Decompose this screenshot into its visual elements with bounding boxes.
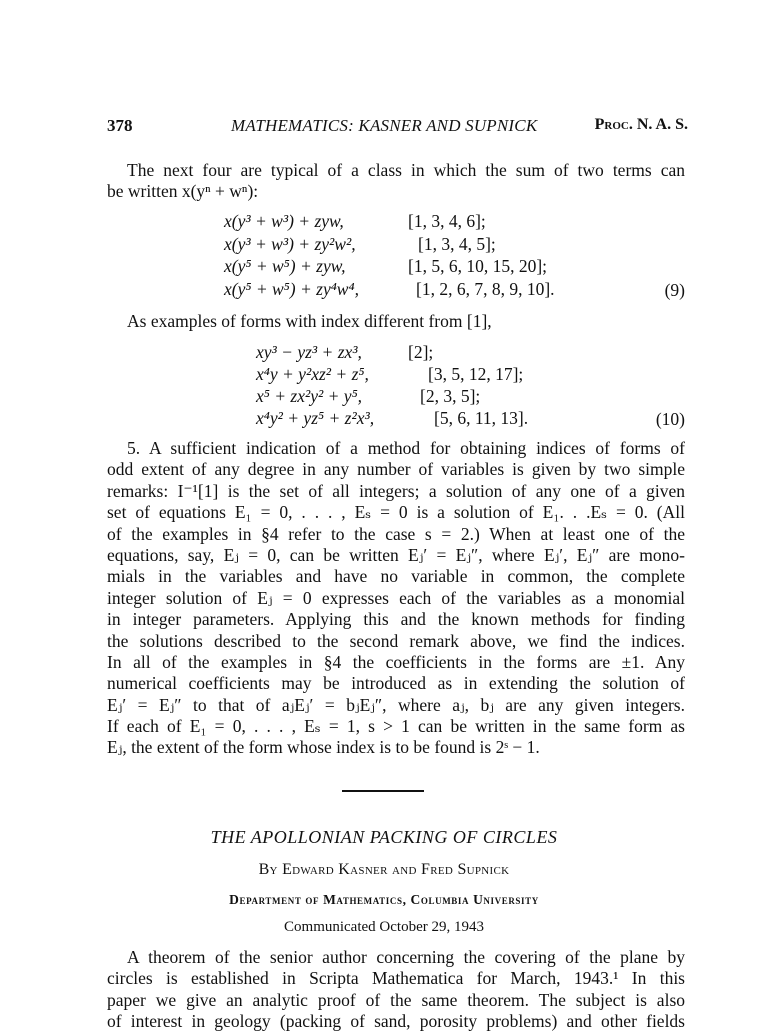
text-line: mials in the variables and have no variable in common, the complete: [107, 566, 685, 587]
article-body-paragraph: [107, 947, 685, 1033]
equation-index: [1, 5, 6, 10, 15, 20];: [408, 256, 548, 276]
equation-index: [2];: [408, 342, 434, 362]
text-line: equations, say, Eⱼ = 0, can be written Eⱼ′ = Eⱼ″, where Eⱼ′, Eⱼ″ are mono-: [107, 544, 685, 565]
text-line: of interest in geology (packing of sand, porosity problems) and other fields: [107, 1011, 685, 1032]
page-number: 378: [107, 116, 133, 135]
text-line: set of equations E₁ = 0, . . . , Eₛ = 0 is a solution of E₁. . .Eₛ = 0. (All: [107, 502, 685, 523]
equation-formula: x(y⁵ + w⁵) + zy⁴w⁴,: [224, 279, 359, 299]
article-title: THE APOLLONIAN PACKING OF CIRCLES: [210, 827, 558, 847]
equation-number: (9): [664, 280, 685, 300]
text-line: If each of E₁ = 0, . . . , Eₛ = 1, s > 1 can be written in the same form as: [107, 716, 685, 737]
equation-formula: x⁵ + zx²y² + y⁵,: [256, 386, 363, 406]
equation-index: [1, 3, 4, 5];: [418, 234, 496, 254]
equation-formula: x⁴y² + yz⁵ + z²x³,: [256, 408, 375, 428]
text-line: of the examples in §4 refer to the case s = 2.) When at least one of the: [107, 523, 685, 544]
text-line: the solutions described to the second remark above, we find the indices.: [107, 630, 685, 651]
intro-paragraph: [107, 160, 685, 203]
article-department: Department of Mathematics, Columbia University: [229, 892, 539, 907]
text-line: paper we give an analytic proof of the same theorem. The subject is also: [107, 989, 685, 1010]
equation-formula: x(y⁵ + w⁵) + zyw,: [224, 256, 346, 276]
text-line: in integer parameters. Applying this and the known methods for finding: [107, 609, 685, 630]
section-divider: [342, 790, 424, 792]
equation-formula: x(y³ + w³) + zyw,: [224, 211, 344, 231]
text-line: Eⱼ, the extent of the form whose index is to be found is 2ˢ − 1.: [107, 737, 540, 758]
text-line: circles is established in Scripta Mathematica for March, 1943.¹ In this: [107, 968, 685, 989]
examples-intro: [107, 311, 685, 332]
equation-index: [2, 3, 5];: [420, 386, 481, 406]
communicated-date: Communicated October 29, 1943: [284, 919, 484, 935]
running-title: MATHEMATICS: KASNER AND SUPNICK: [231, 116, 538, 135]
text-line: 5. A sufficient indication of a method for obtaining indices of forms of: [127, 438, 685, 458]
equation-formula: xy³ − yz³ + zx³,: [256, 342, 362, 362]
equation-number: (10): [655, 409, 685, 429]
equation-index: [3, 5, 12, 17];: [428, 364, 524, 384]
equation-formula: x⁴y + y²xz² + z⁵,: [256, 364, 369, 384]
article-authors: By Edward Kasner and Fred Supnick: [258, 861, 510, 878]
journal-abbrev: Proc. N. A. S.: [594, 116, 688, 133]
text-line: The next four are typical of a class in which the sum of two terms can: [127, 160, 685, 180]
equation-index: [1, 3, 4, 6];: [408, 211, 486, 231]
text-line: remarks: I⁻¹[1] is the set of all integers; a solution of any one of a given: [107, 480, 685, 501]
equation-formula: x(y³ + w³) + zy²w²,: [224, 234, 356, 254]
equation-index: [5, 6, 11, 13].: [434, 408, 529, 428]
text-line: As examples of forms with index different from [1],: [127, 311, 492, 331]
text-line: A theorem of the senior author concerning the covering of the plane by: [127, 947, 685, 967]
text-line: Eⱼ′ = Eⱼ″ to that of aⱼEⱼ′ = bⱼEⱼ″, where aⱼ, bⱼ are any given integers.: [107, 694, 685, 715]
section-5-paragraph: [107, 438, 685, 759]
text-line: be written x(yⁿ + wⁿ):: [107, 181, 259, 202]
text-line: In all of the examples in §4 the coefficients in the forms are ±1. Any: [107, 651, 685, 672]
text-line: numerical coefficients may be introduced as in extending the solution of: [107, 673, 685, 694]
text-line: odd extent of any degree in any number of variables is given by two simple: [107, 459, 685, 480]
text-line: integer solution of Eⱼ = 0 expresses each of the variables as a monomial: [107, 587, 685, 608]
equation-index: [1, 2, 6, 7, 8, 9, 10].: [416, 279, 555, 299]
